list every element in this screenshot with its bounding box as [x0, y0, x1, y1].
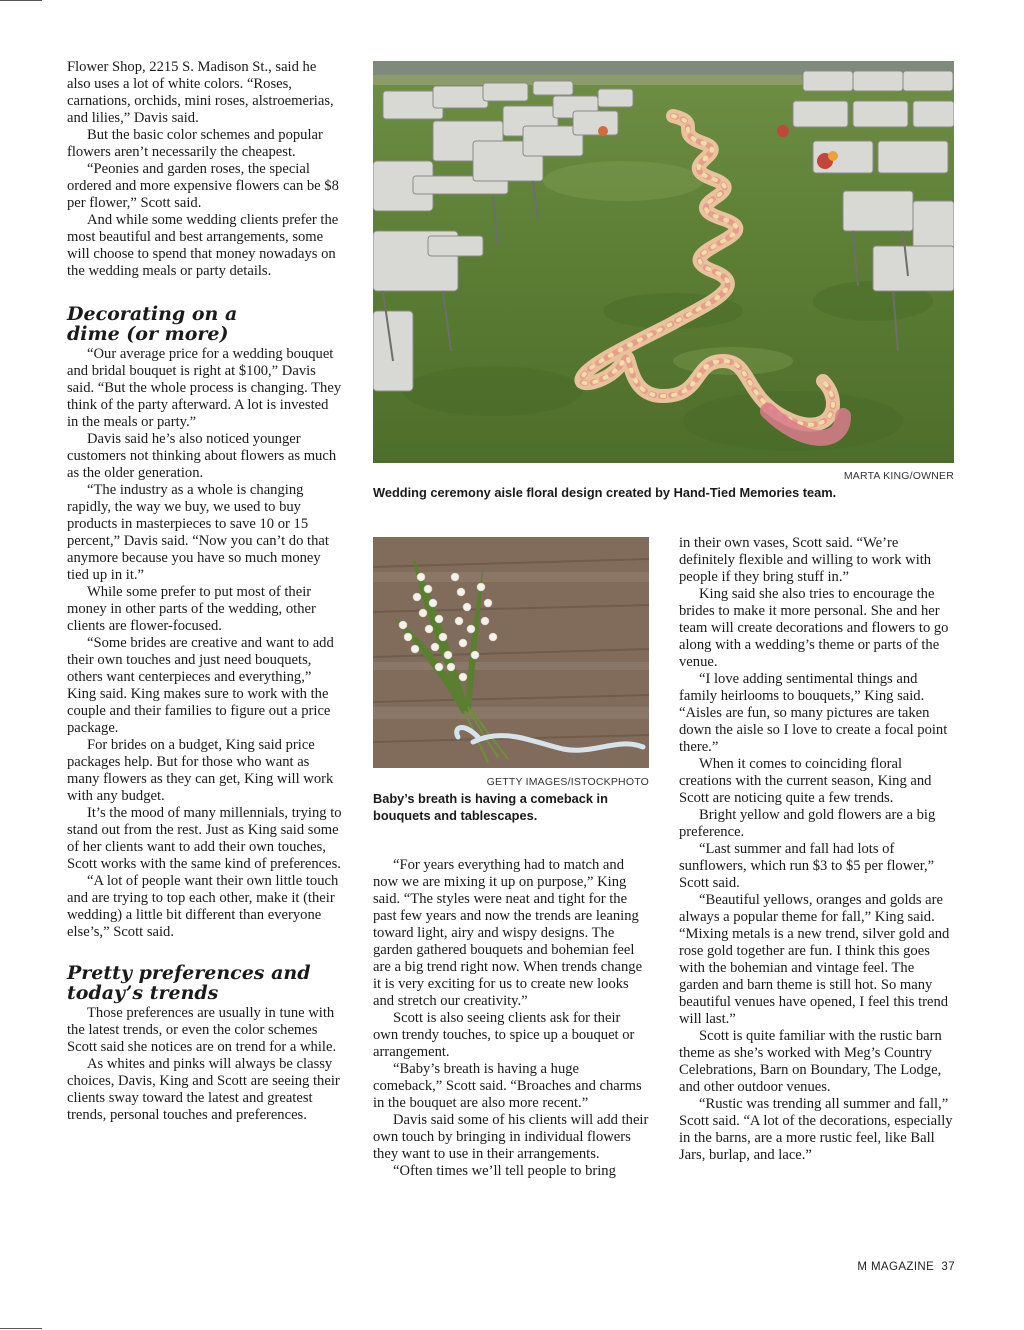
paragraph: But the basic color schemes and popular flowers aren’t necessarily the cheapest.: [67, 127, 323, 160]
paragraph: “A lot of people want their own little touch and are trying to top each other, make it (their wedding) a little bit different than everyone else’s,” Scott said.: [67, 873, 339, 940]
babys-breath-photo: [373, 537, 649, 768]
paragraph: For brides on a budget, King said price packages help. But for those who want as many flowers as they can get, King will work with any budget.: [67, 737, 334, 804]
paragraph: “The industry as a whole is changing rapidly, the way we buy, we used to buy products in masterpieces to save 10 or 15 percent,” Davis said. “Now you can’t do that anymore because you have so much money tied up in it.”: [67, 482, 329, 583]
paragraph: “Peonies and garden roses, the special ordered and more expensive flowers can be $8 per flower,” Scott said.: [67, 161, 339, 211]
paragraph: “Beautiful yellows, oranges and golds are always a popular theme for fall,” King said. “Mixing metals is a new trend, silver gold and rose gold together are fun. I think this goes with the bohemian and vintage feel. The garden and barn theme is still hot. So many beautiful venues have opened, I feel this trend will last.”: [679, 892, 950, 1027]
crop-mark-bottom: [0, 1328, 42, 1329]
paragraph: Scott is quite familiar with the rustic barn theme as she’s worked with Meg’s Country Celebrations, Barn on Boundary, The Lodge, and other outdoor venues.: [679, 1028, 942, 1095]
paragraph: King said she also tries to encourage the brides to make it more personal. She and her team will create decorations and flowers to go along with a wedding’s theme or parts of the venue.: [679, 586, 949, 670]
paragraph: While some prefer to put most of their money in other parts of the wedding, other clients are flower-focused.: [67, 584, 316, 634]
article-column-1: [67, 59, 343, 1124]
photo-caption: Wedding ceremony aisle floral design created by Hand-Tied Memories team.: [373, 485, 837, 500]
paragraph: “Baby’s breath is having a huge comeback,” Scott said. “Broaches and charms in the bouquet are also more recent.”: [373, 1061, 642, 1111]
paragraph: “Some brides are creative and want to add their own touches and just need bouquets, others want centerpieces and everything,” King said. King makes sure to work with the couple and their families to figure out a price package.: [67, 635, 334, 736]
paragraph: Davis said some of his clients will add their own touch by bringing in individual flowers they want to use in their arrangements.: [373, 1112, 649, 1162]
paragraph: “Rustic was trending all summer and fall,” Scott said. “A lot of the decorations, especially in the barns, are a more rustic feel, like Ball Jars, burlap, and lace.”: [679, 1096, 953, 1163]
crop-mark-top: [0, 0, 42, 1]
photo-credit: MARTA KING/OWNER: [843, 470, 954, 482]
article-column-3: [679, 535, 955, 1164]
photo-caption: Baby’s breath is having a comeback in bouquets and tablescapes.: [373, 791, 608, 823]
paragraph: It’s the mood of many millennials, trying to stand out from the rest. Just as King said some of her clients want to add their own touches, Scott works with the same kind of preferences.: [67, 805, 342, 872]
paragraph: “Last summer and fall had lots of sunflowers, which run $3 to $5 per flower,” Scott said.: [679, 841, 935, 891]
paragraph: Scott is also seeing clients ask for their own trendy touches, to spice up a bouquet or arrangement.: [373, 1010, 635, 1060]
wedding-aisle-photo: [373, 61, 954, 463]
paragraph: “For years everything had to match and now we are mixing it up on purpose,” King said. “The styles were neat and tight for the past few years and now the trends are leaning toward light, airy and wispy designs. The garden gathered bouquets and bohemian feel are a big trend right now. When trends change it is very exciting for us to create new looks and stretch our creativity.”: [373, 857, 643, 1009]
paragraph: When it comes to coinciding floral creations with the current season, King and Scott are noticing quite a few trends.: [679, 756, 932, 806]
paragraph: “I love adding sentimental things and family heirlooms to bouquets,” King said. “Aisles are fun, so many pictures are taken down the aisle so I love to create a focal point there.”: [679, 671, 948, 755]
paragraph: in their own vases, Scott said. “We’re definitely flexible and willing to work with people if they bring stuff in.”: [679, 535, 932, 585]
paragraph: “Often times we’ll tell people to bring: [393, 1163, 616, 1179]
paragraph: And while some wedding clients prefer the most beautiful and best arrangements, some will choose to spend that money nowadays on the wedding meals or party details.: [67, 212, 339, 279]
paragraph: Bright yellow and gold flowers are a big preference.: [679, 807, 936, 840]
page-folio: M MAGAZINE 37: [857, 1261, 955, 1273]
paragraph: As whites and pinks will always be classy choices, Davis, King and Scott are seeing their clients sway toward the latest and greatest trends, personal touches and preferences.: [67, 1056, 340, 1123]
section-heading: Decorating on a dime (or more): [67, 303, 238, 345]
photo-credit: GETTY IMAGES/ISTOCKPHOTO: [486, 776, 649, 788]
paragraph: “Our average price for a wedding bouquet and bridal bouquet is right at $100,” Davis said. “But the whole process is changing. They think of the party afterward. A lot is invested in the meals or party.”: [67, 346, 342, 430]
article-column-2: [373, 857, 649, 1180]
paragraph: Flower Shop, 2215 S. Madison St., said he also uses a lot of white colors. “Roses, carnations, orchids, mini roses, alstroemerias, and lilies,” Davis said.: [67, 59, 334, 126]
section-heading: Pretty preferences and today’s trends: [67, 962, 311, 1004]
paragraph: Davis said he’s also noticed younger customers not thinking about flowers as much as the older generation.: [67, 431, 337, 481]
paragraph: Those preferences are usually in tune with the latest trends, or even the color schemes Scott said she notices are on trend for a while.: [67, 1005, 337, 1055]
